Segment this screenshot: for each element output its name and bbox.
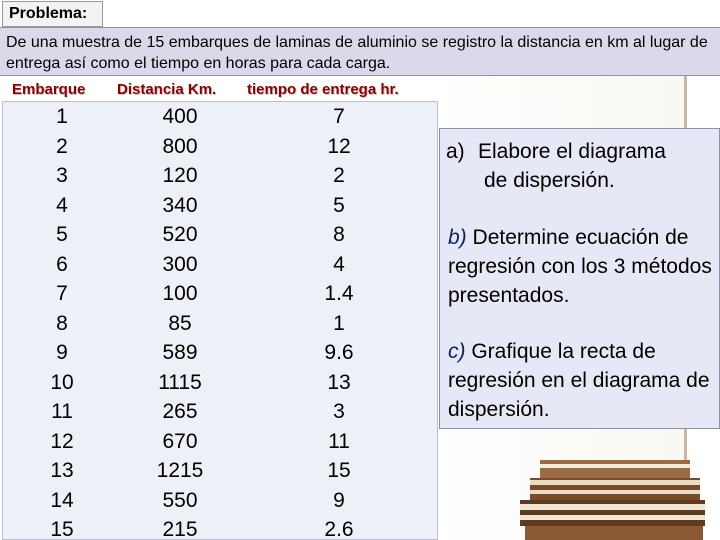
- cell-embarque: 13: [50, 459, 74, 482]
- question-c-label: c): [448, 340, 466, 363]
- header-distancia: Distancia Km.: [117, 81, 217, 98]
- cell-embarque: 9: [56, 341, 68, 364]
- cell-distancia: 550: [162, 488, 198, 512]
- table-row: [3, 309, 439, 339]
- cell-distancia: 120: [162, 164, 198, 187]
- cell-embarque: 11: [51, 400, 73, 423]
- table-row: [3, 250, 439, 280]
- cell-embarque: 10: [50, 370, 74, 394]
- table-row: [3, 161, 439, 191]
- question-c: [448, 337, 718, 424]
- table-header: [2, 78, 438, 101]
- header-tiempo: tiempo de entrega hr.: [247, 81, 399, 98]
- header-embarque: Embarque: [12, 81, 86, 98]
- problem-statement: De una muestra de 15 embarques de laminas de aluminio se registro la distancia en km al lugar de entrega así como el tiempo en horas para cada carga.: [0, 27, 720, 76]
- cell-embarque: 14: [50, 488, 74, 512]
- table-row: [3, 397, 439, 427]
- cell-tiempo: 4: [333, 252, 345, 276]
- cell-distancia: 589: [162, 341, 198, 364]
- cell-distancia: 300: [162, 252, 198, 276]
- cell-embarque: 1: [56, 105, 68, 128]
- cell-distancia: 1215: [156, 459, 204, 482]
- cell-distancia: 800: [162, 134, 198, 158]
- question-a-line2: de dispersión.: [484, 169, 615, 192]
- cell-tiempo: 1: [333, 311, 345, 335]
- table-row: [3, 338, 439, 368]
- cell-distancia: 340: [162, 193, 198, 217]
- cell-tiempo: 2: [333, 164, 345, 187]
- table-row: [3, 515, 439, 540]
- cell-embarque: 2: [56, 134, 68, 158]
- cell-tiempo: 9: [333, 488, 345, 512]
- question-a: [446, 137, 716, 195]
- table-row: [3, 220, 439, 250]
- question-b-text: Determine ecuación de regresión con los 3 métodos presentados.: [448, 226, 712, 307]
- cell-embarque: 12: [50, 429, 74, 453]
- table-row: [3, 191, 439, 221]
- problem-title: Problema:: [2, 1, 103, 27]
- table-row: [3, 279, 439, 309]
- question-c-text: Grafique la recta de regresión en el diagrama de dispersión.: [448, 340, 710, 421]
- table-row: [3, 456, 439, 486]
- question-a-label: a): [446, 140, 465, 163]
- cell-distancia: 1115: [158, 370, 202, 394]
- data-table: [2, 101, 438, 540]
- cell-embarque: 7: [56, 282, 68, 305]
- cell-distancia: 265: [162, 400, 198, 423]
- cell-tiempo: 1.4: [324, 282, 354, 305]
- questions-box: [439, 128, 720, 429]
- cell-distancia: 85: [168, 311, 192, 335]
- table-row: [3, 102, 439, 132]
- cell-distancia: 215: [162, 518, 198, 540]
- cell-embarque: 5: [56, 223, 68, 246]
- cell-tiempo: 3: [333, 400, 345, 423]
- cell-tiempo: 15: [327, 459, 351, 482]
- cell-embarque: 8: [56, 311, 68, 335]
- question-a-line1: Elabore el diagrama: [478, 140, 666, 163]
- cell-distancia: 400: [162, 105, 198, 128]
- cell-embarque: 3: [56, 164, 68, 187]
- cell-tiempo: 12: [327, 134, 351, 158]
- cell-distancia: 670: [162, 429, 198, 453]
- cell-tiempo: 13: [327, 370, 351, 394]
- cell-embarque: 6: [56, 252, 68, 276]
- cell-embarque: 15: [50, 518, 74, 540]
- cell-distancia: 100: [162, 282, 198, 305]
- cell-tiempo: 9.6: [324, 341, 354, 364]
- table-row: [3, 132, 439, 162]
- cell-tiempo: 8: [333, 223, 345, 246]
- table-row: [3, 427, 439, 457]
- cell-tiempo: 7: [333, 105, 345, 128]
- books-image: [520, 420, 720, 540]
- cell-tiempo: 2.6: [324, 518, 354, 540]
- cell-distancia: 520: [162, 223, 198, 246]
- table-row: [3, 368, 439, 398]
- table-row: [3, 486, 439, 516]
- cell-embarque: 4: [56, 193, 68, 217]
- cell-tiempo: 11: [328, 429, 350, 453]
- question-b: [448, 223, 718, 310]
- cell-tiempo: 5: [333, 193, 345, 217]
- question-b-label: b): [448, 226, 467, 249]
